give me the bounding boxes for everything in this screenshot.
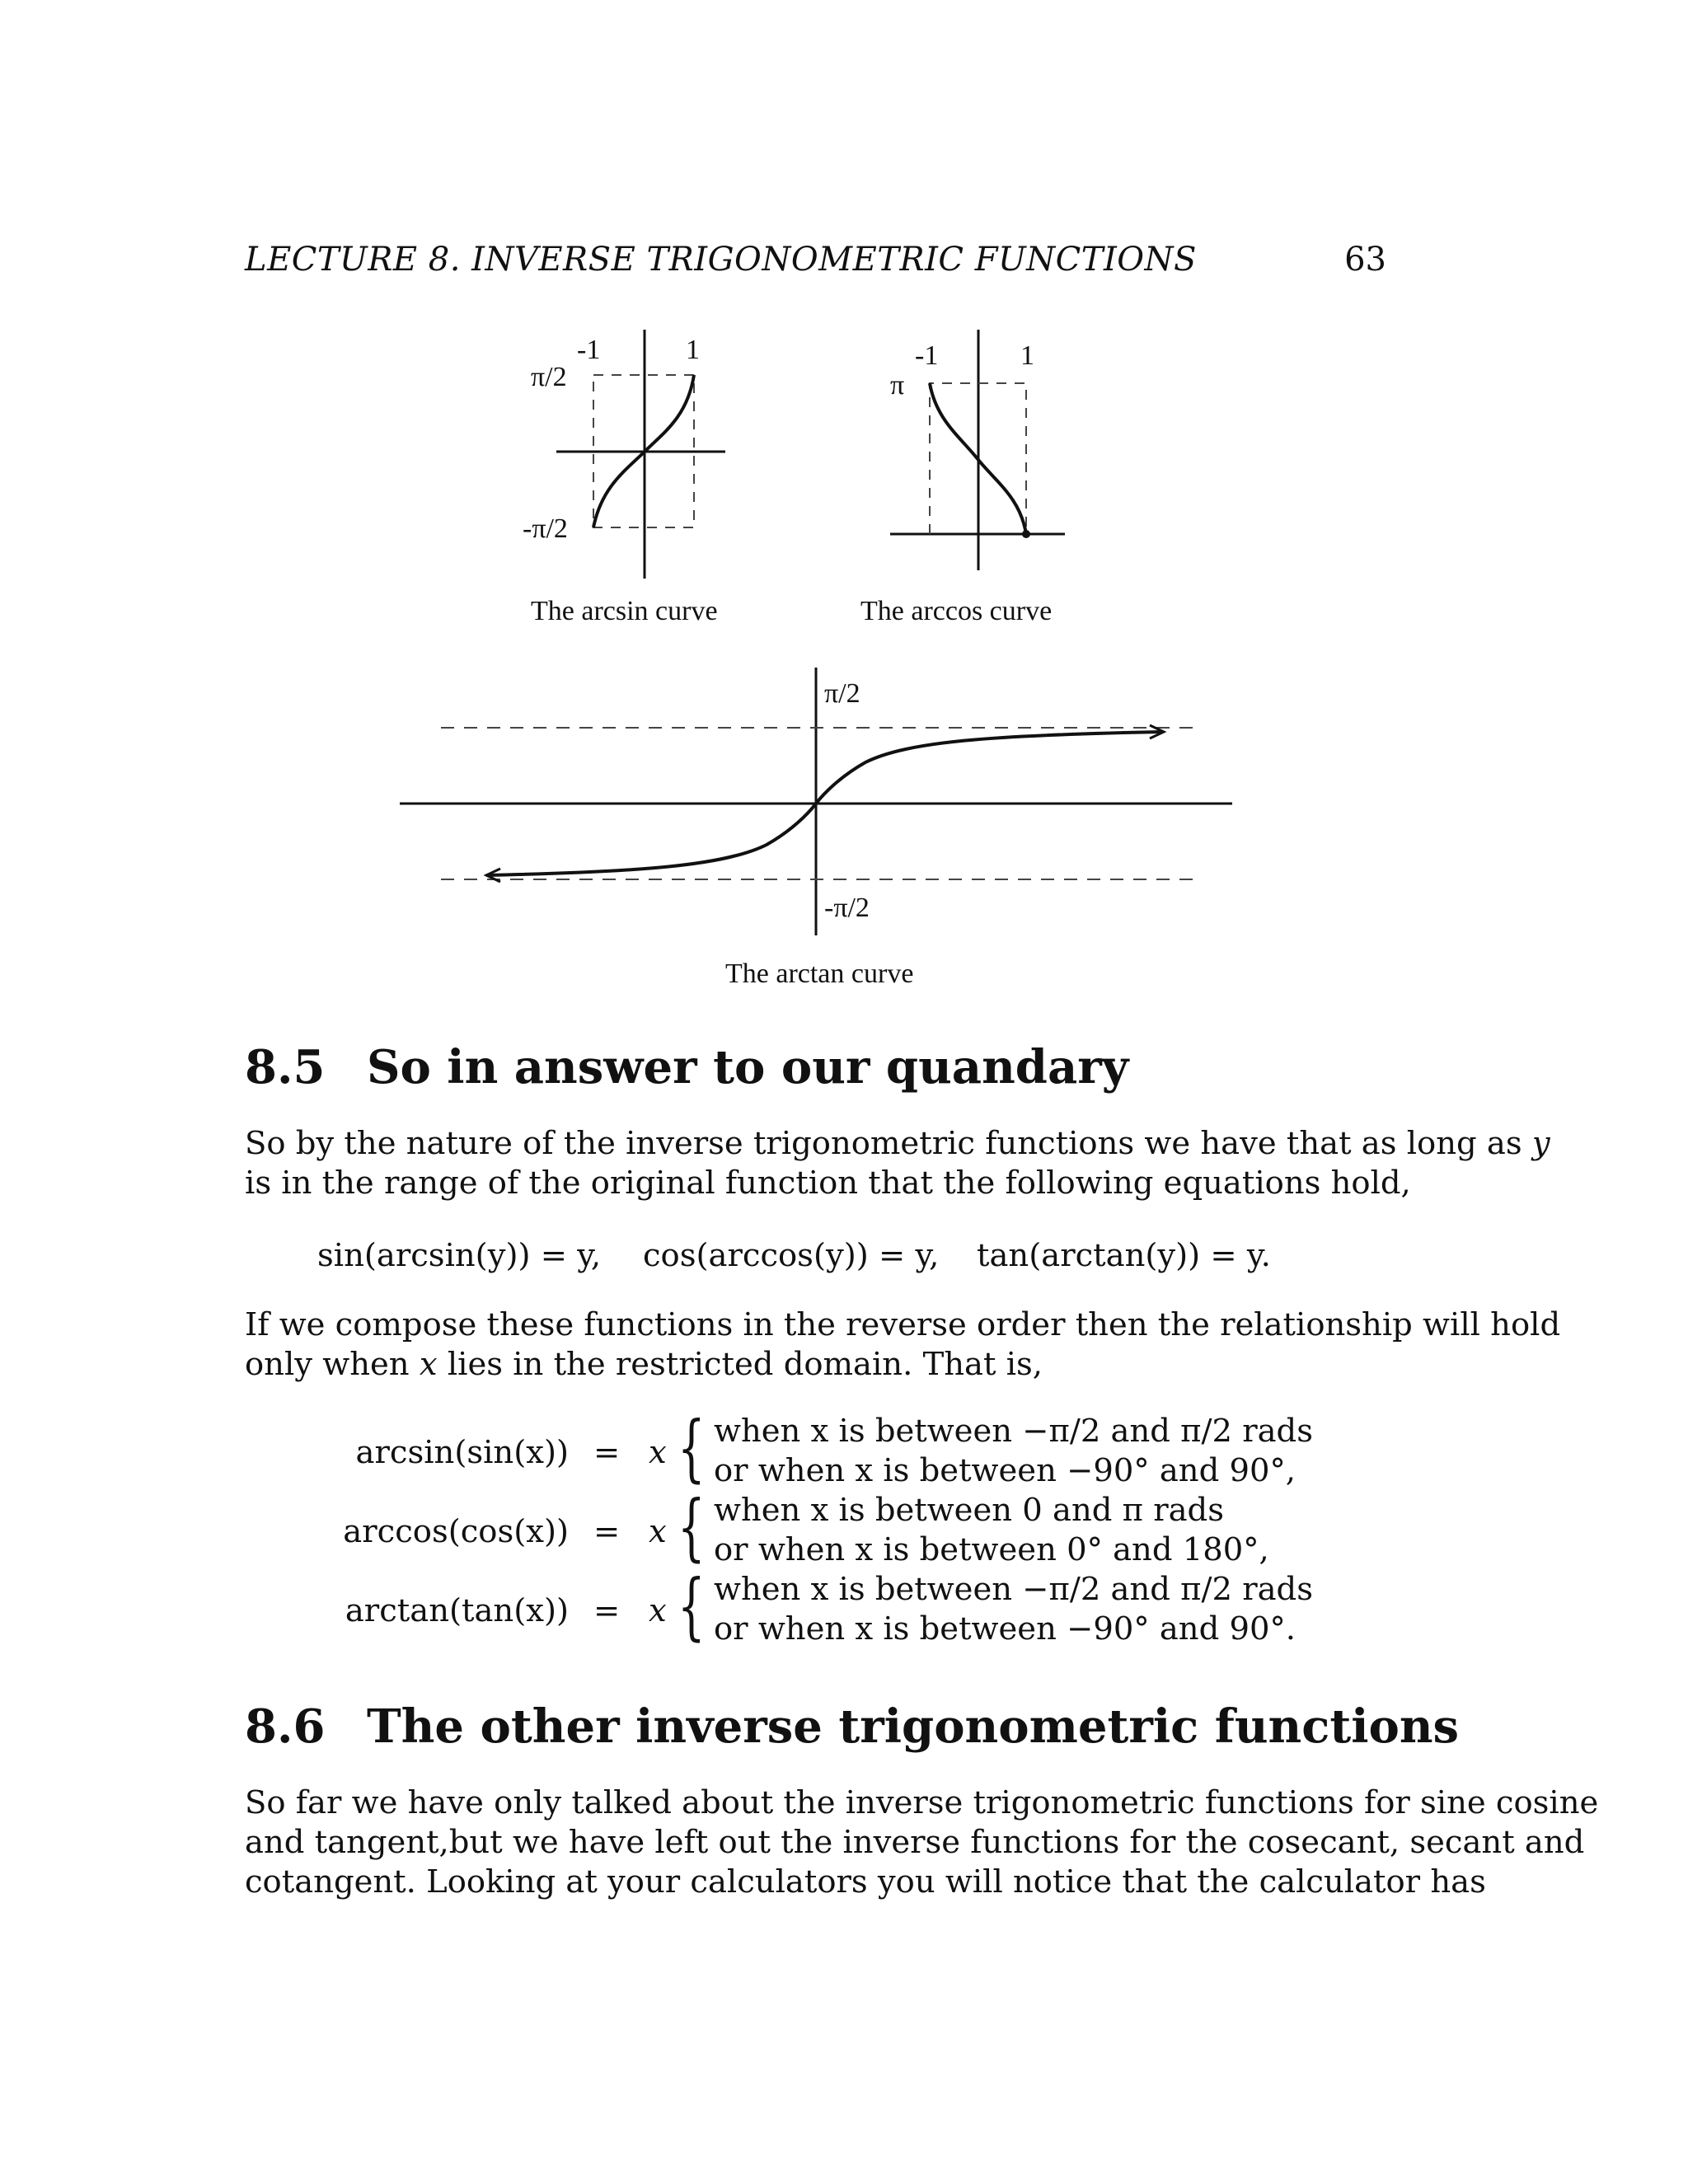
case-lhs: arctan(tan(x))	[345, 1592, 569, 1629]
paragraph-text: lies in the restricted domain. That is,	[437, 1346, 1043, 1383]
arccos-caption: The arccos curve	[860, 596, 1053, 626]
case-condition: when x is between −π/2 and π/2 rads	[714, 1413, 1313, 1450]
paragraph-range	[245, 1124, 1550, 1203]
paragraph-text: If we compose these functions in the reverse order then the relationship will hold	[245, 1306, 1561, 1343]
case-condition: or when x is between 0° and 180°,	[714, 1531, 1269, 1568]
section-heading-8-5	[245, 1040, 1128, 1094]
arctan-label-top: π/2	[824, 678, 860, 709]
paragraph-text: So by the nature of the inverse trigonometric functions we have that as long as	[245, 1125, 1532, 1162]
math-variable: y	[1531, 1125, 1550, 1162]
math-variable: x	[419, 1346, 438, 1383]
case-equals: =	[593, 1434, 621, 1471]
section-heading-8-6	[245, 1699, 1459, 1754]
case-rhs: x	[649, 1513, 667, 1550]
case-rhs: x	[649, 1592, 667, 1629]
case-lhs: arcsin(sin(x))	[355, 1434, 569, 1471]
arctan-label-bottom: -π/2	[824, 893, 870, 923]
arcsin-label-pos1: 1	[686, 335, 700, 365]
arccos-label-pos1: 1	[1020, 340, 1034, 371]
paragraph-reverse	[245, 1305, 1561, 1385]
page-number: 63	[1344, 241, 1386, 279]
arcsin-caption: The arcsin curve	[531, 596, 718, 626]
arccos-label-neg1: -1	[915, 340, 939, 371]
paragraph-other-functions	[245, 1783, 1599, 1902]
section-title: The other inverse trigonometric functions	[367, 1699, 1460, 1754]
case-equals: =	[593, 1513, 621, 1550]
section-number: 8.5	[245, 1040, 326, 1094]
arccos-figure	[857, 321, 1129, 635]
running-title: LECTURE 8. INVERSE TRIGONOMETRIC FUNCTIONS	[245, 241, 1197, 279]
arcsin-label-bottom: -π/2	[523, 513, 568, 544]
paragraph-text: So far we have only talked about the inverse trigonometric functions for sine cosine	[245, 1784, 1599, 1821]
arctan-figure	[396, 668, 1253, 997]
case-lhs: arccos(cos(x))	[343, 1513, 569, 1550]
left-brace-icon: {	[678, 1405, 706, 1490]
section-number: 8.6	[245, 1699, 326, 1754]
arcsin-figure	[495, 321, 758, 635]
section-title: So in answer to our quandary	[367, 1040, 1129, 1094]
left-brace-icon: {	[678, 1563, 706, 1648]
case-condition: or when x is between −90° and 90°,	[714, 1452, 1296, 1489]
case-condition: when x is between −π/2 and π/2 rads	[714, 1571, 1313, 1608]
arctan-caption: The arctan curve	[725, 958, 914, 989]
arccos-label-top: π	[890, 370, 905, 401]
arcsin-label-top: π/2	[531, 362, 567, 392]
arcsin-label-neg1: -1	[577, 335, 601, 365]
equation-cos: cos(arccos(y)) = y,	[643, 1237, 940, 1274]
paragraph-text: is in the range of the original function that the following equations hold,	[245, 1165, 1411, 1202]
case-condition: or when x is between −90° and 90°.	[714, 1610, 1296, 1647]
equation-sin: sin(arcsin(y)) = y,	[317, 1237, 602, 1274]
case-rhs: x	[649, 1434, 667, 1471]
paragraph-text: cotangent. Looking at your calculators you will notice that the calculator has	[245, 1863, 1486, 1900]
paragraph-text: and tangent,but we have left out the inverse functions for the cosecant, secant and	[245, 1824, 1585, 1861]
left-brace-icon: {	[678, 1484, 706, 1569]
equation-tan: tan(arctan(y)) = y.	[977, 1237, 1271, 1274]
case-condition: when x is between 0 and π rads	[714, 1492, 1224, 1529]
case-equals: =	[593, 1592, 621, 1629]
paragraph-text: only when	[245, 1346, 420, 1383]
